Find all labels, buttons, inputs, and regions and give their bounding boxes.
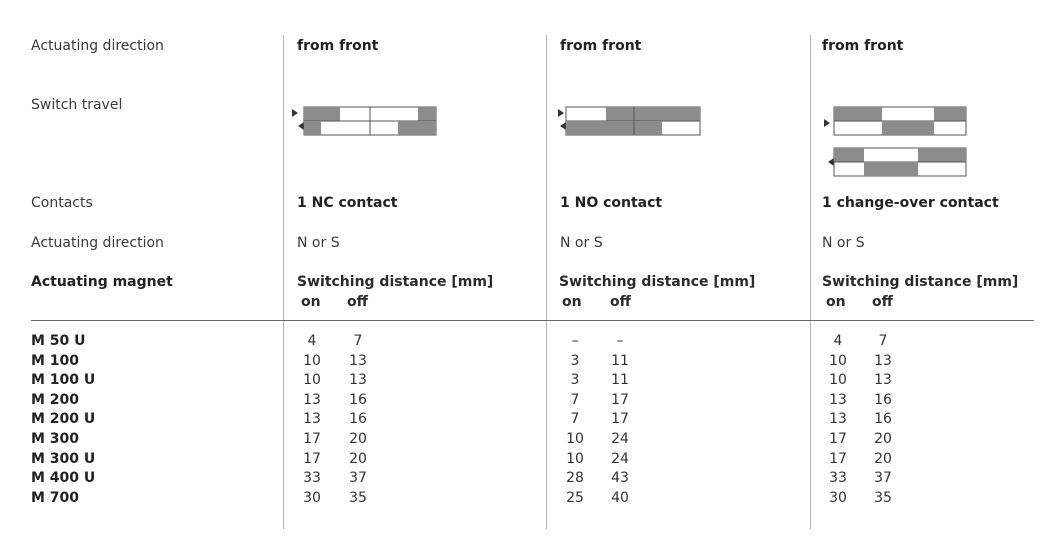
magnet-name: M 200 U	[31, 411, 96, 428]
column-2-off-values	[608, 332, 632, 508]
on-value: 13	[303, 411, 321, 428]
off-value: 11	[611, 372, 629, 389]
column-3-on-label: on	[826, 294, 846, 310]
off-value: 20	[349, 450, 367, 467]
magnet-name: M 100	[31, 352, 80, 369]
magnet-name: M 300 U	[31, 450, 96, 467]
off-value: 43	[611, 470, 629, 487]
magnet-name: M 50 U	[31, 333, 86, 349]
on-value: 30	[303, 489, 321, 506]
column-divider	[546, 35, 547, 529]
on-value: 10	[829, 372, 847, 389]
on-value: 10	[303, 372, 321, 389]
off-value: 17	[611, 411, 629, 428]
column-1-contact: 1 NC contact	[297, 195, 398, 211]
column-2-on-label: on	[562, 294, 582, 310]
magnet-name: M 200	[31, 391, 80, 408]
magnet-name: M 400 U	[31, 470, 96, 487]
on-value: 13	[829, 391, 847, 408]
on-value: 33	[829, 470, 847, 487]
header-rule	[31, 320, 1034, 321]
magnet-name: M 300	[31, 430, 80, 447]
magnet-name: M 100 U	[31, 372, 96, 389]
column-divider	[810, 35, 811, 529]
off-value: 35	[874, 489, 892, 506]
off-value: 40	[611, 489, 629, 506]
switch-travel-diagram-nc	[292, 105, 442, 137]
on-value: 4	[833, 333, 843, 349]
column-3-off-label: off	[872, 294, 893, 310]
column-2-contact: 1 NO contact	[560, 195, 663, 211]
column-2-poles: N or S	[560, 235, 603, 251]
on-value: 30	[829, 489, 847, 506]
switch-travel-diagram-no	[558, 105, 708, 137]
column-1-off-label: off	[347, 294, 368, 310]
column-3-direction: from front	[822, 38, 904, 54]
on-value: 10	[566, 430, 584, 447]
off-value: 16	[874, 411, 892, 428]
on-value: 28	[566, 470, 584, 487]
label-contacts: Contacts	[31, 195, 93, 211]
column-1-direction: from front	[297, 38, 379, 54]
column-2-off-label: off	[610, 294, 631, 310]
on-value: 17	[303, 430, 321, 447]
column-1-on-values	[300, 332, 324, 508]
off-value: 7	[878, 333, 888, 349]
off-value: 7	[353, 333, 363, 349]
on-value: 17	[303, 450, 321, 467]
off-value: 16	[874, 391, 892, 408]
column-1-off-values	[346, 332, 370, 508]
off-value: 37	[349, 470, 367, 487]
off-value: 24	[611, 450, 629, 467]
column-2-on-values	[563, 332, 587, 508]
on-value: 13	[829, 411, 847, 428]
column-3-switching-header: Switching distance [mm]	[822, 274, 1019, 290]
column-divider	[283, 35, 284, 529]
off-value: 13	[349, 372, 367, 389]
on-value: 17	[829, 430, 847, 447]
column-3-contact: 1 change-over contact	[822, 195, 999, 211]
column-3-off-values	[871, 332, 895, 508]
column-1-on-label: on	[301, 294, 321, 310]
on-value: 7	[570, 391, 580, 408]
label-actuating-direction-poles: Actuating direction	[31, 235, 164, 251]
off-value: 37	[874, 470, 892, 487]
magnet-name: M 700	[31, 489, 80, 506]
label-actuating-magnet: Actuating magnet	[31, 274, 173, 290]
magnet-list	[31, 332, 95, 508]
off-value: 13	[349, 352, 367, 369]
off-value: 13	[874, 352, 892, 369]
on-value: 33	[303, 470, 321, 487]
on-value: 10	[303, 352, 321, 369]
on-value: 10	[829, 352, 847, 369]
off-value: 16	[349, 411, 367, 428]
off-value: 13	[874, 372, 892, 389]
off-value: 35	[349, 489, 367, 506]
label-switch-travel: Switch travel	[31, 97, 123, 113]
label-actuating-direction: Actuating direction	[31, 38, 164, 54]
on-value: 4	[307, 333, 317, 349]
on-value: 3	[570, 372, 580, 389]
on-value: 17	[829, 450, 847, 467]
on-value: 10	[566, 450, 584, 467]
off-value: 20	[874, 450, 892, 467]
on-value: 25	[566, 489, 584, 506]
off-value: 20	[874, 430, 892, 447]
on-value: 7	[570, 411, 580, 428]
off-value: 16	[349, 391, 367, 408]
switch-travel-diagram-changeover	[822, 105, 972, 179]
off-value: 20	[349, 430, 367, 447]
off-value: 11	[611, 352, 629, 369]
off-value: 24	[611, 430, 629, 447]
on-value: –	[571, 333, 579, 349]
column-2-switching-header: Switching distance [mm]	[559, 274, 756, 290]
column-3-poles: N or S	[822, 235, 865, 251]
off-value: 17	[611, 391, 629, 408]
column-1-switching-header: Switching distance [mm]	[297, 274, 494, 290]
column-2-direction: from front	[560, 38, 642, 54]
on-value: 3	[570, 352, 580, 369]
column-3-on-values	[826, 332, 850, 508]
column-1-poles: N or S	[297, 235, 340, 251]
on-value: 13	[303, 391, 321, 408]
off-value: –	[616, 333, 624, 349]
